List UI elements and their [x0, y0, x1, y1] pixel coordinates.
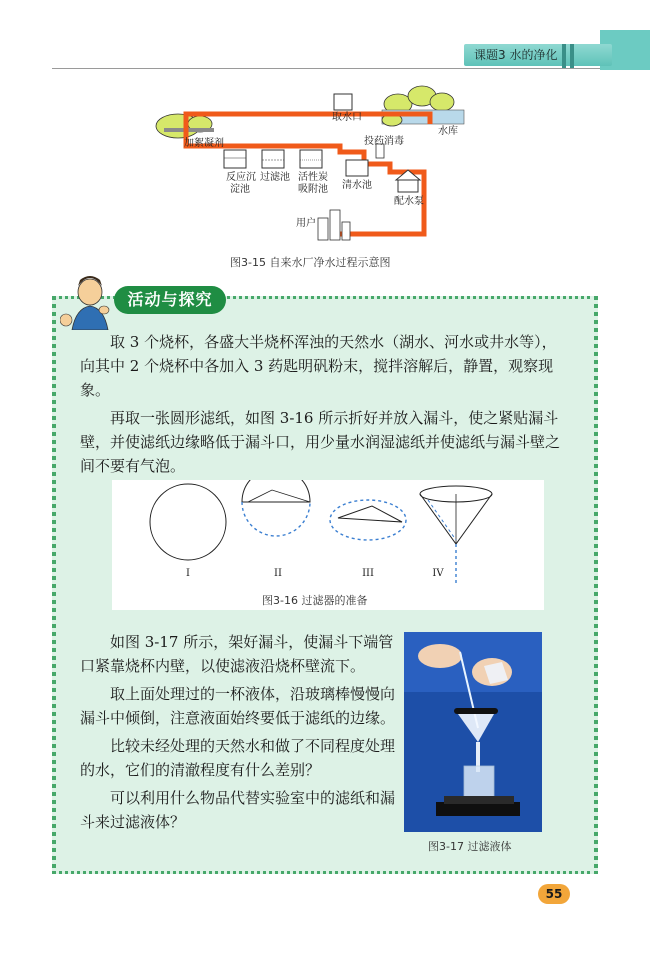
- label-carbon-2: 吸附池: [298, 184, 328, 195]
- clear-water-tank: [346, 160, 368, 176]
- panel-left-border: [52, 296, 56, 874]
- step-label-iv: IV: [432, 568, 444, 579]
- label-reservoir: 水库: [438, 126, 458, 137]
- figure-3-16-caption: 图3-16 过滤器的准备: [262, 594, 368, 607]
- label-pump: 配水泵: [394, 196, 424, 207]
- sedimentation-tank: [224, 150, 246, 168]
- label-coagulant: 加絮凝剂: [184, 138, 224, 149]
- step-ii-half-fold: [242, 480, 310, 536]
- label-clear-tank: 清水池: [342, 180, 372, 191]
- filter-paper-folding-diagram: [112, 480, 544, 590]
- activity-text-lower: [80, 630, 398, 838]
- label-sedimentation-2: 淀池: [230, 184, 250, 195]
- label-sedimentation-1: 反应沉: [226, 172, 256, 183]
- activity-text-upper: [80, 330, 570, 482]
- step-label-ii: II: [274, 568, 282, 579]
- header-bar-decoration: [562, 44, 566, 68]
- step-label-iii: III: [362, 568, 374, 579]
- intake-box: [334, 94, 352, 110]
- step-label-i: I: [186, 568, 190, 579]
- chapter-header-tab: [464, 44, 612, 66]
- filter-tank: [262, 150, 284, 168]
- paragraph-4: 取上面处理过的一杯液体，沿玻璃棒慢慢向漏斗中倾倒，注意液面始终要低于滤纸的边缘。: [80, 685, 396, 727]
- label-disinfect: 投药消毒: [364, 136, 404, 147]
- label-intake: 取水口: [332, 112, 362, 123]
- carbon-tank: [300, 150, 322, 168]
- filtration-photo: [404, 632, 542, 832]
- activity-badge: 活动与探究: [114, 286, 226, 314]
- header-rule: [52, 68, 600, 69]
- water-treatment-diagram: [150, 84, 470, 254]
- user-building-icon: [318, 210, 350, 240]
- step-iii-quarter-fold: [330, 500, 406, 540]
- figure-3-15-caption: 图3-15 自来水厂净水过程示意图: [230, 256, 391, 269]
- panel-right-border: [594, 296, 598, 874]
- reservoir-trees-icon: [382, 86, 464, 126]
- label-carbon-1: 活性炭: [298, 172, 328, 183]
- label-filter-tank: 过滤池: [260, 172, 290, 183]
- paragraph-3: 如图 3-17 所示，架好漏斗，使漏斗下端管口紧靠烧杯内壁，以使滤液沿烧杯壁流下。: [80, 633, 394, 675]
- paragraph-6: 可以利用什么物品代替实验室中的滤纸和漏斗来过滤液体？: [80, 789, 396, 831]
- step-iv-funnel: [420, 486, 492, 584]
- page-number-badge: 55: [538, 884, 570, 904]
- label-user: 用户: [296, 218, 316, 229]
- paragraph-2: 再取一张圆形滤纸，如图 3-16 所示折好并放入漏斗，使之紧贴漏斗壁，并使滤纸边缘略低于漏斗口，用少量水润湿滤纸并使滤纸与漏斗壁之间不要有气泡。: [80, 409, 561, 475]
- figure-3-17-caption: 图3-17 过滤液体: [428, 840, 512, 853]
- paragraph-5: 比较未经处理的天然水和做了不同程度处理的水，它们的清澈程度有什么差别？: [80, 737, 396, 779]
- step-i-circle: [150, 484, 226, 560]
- paragraph-1: 取 3 个烧杯，各盛大半烧杯浑浊的天然水（湖水、河水或井水等），向其中 2 个烧杯中各加入 3 药匙明矾粉末，搅拌溶解后，静置，观察现象。: [80, 333, 557, 399]
- chapter-header-label: 课题3 水的净化: [474, 48, 558, 62]
- header-bar-decoration-2: [570, 44, 574, 68]
